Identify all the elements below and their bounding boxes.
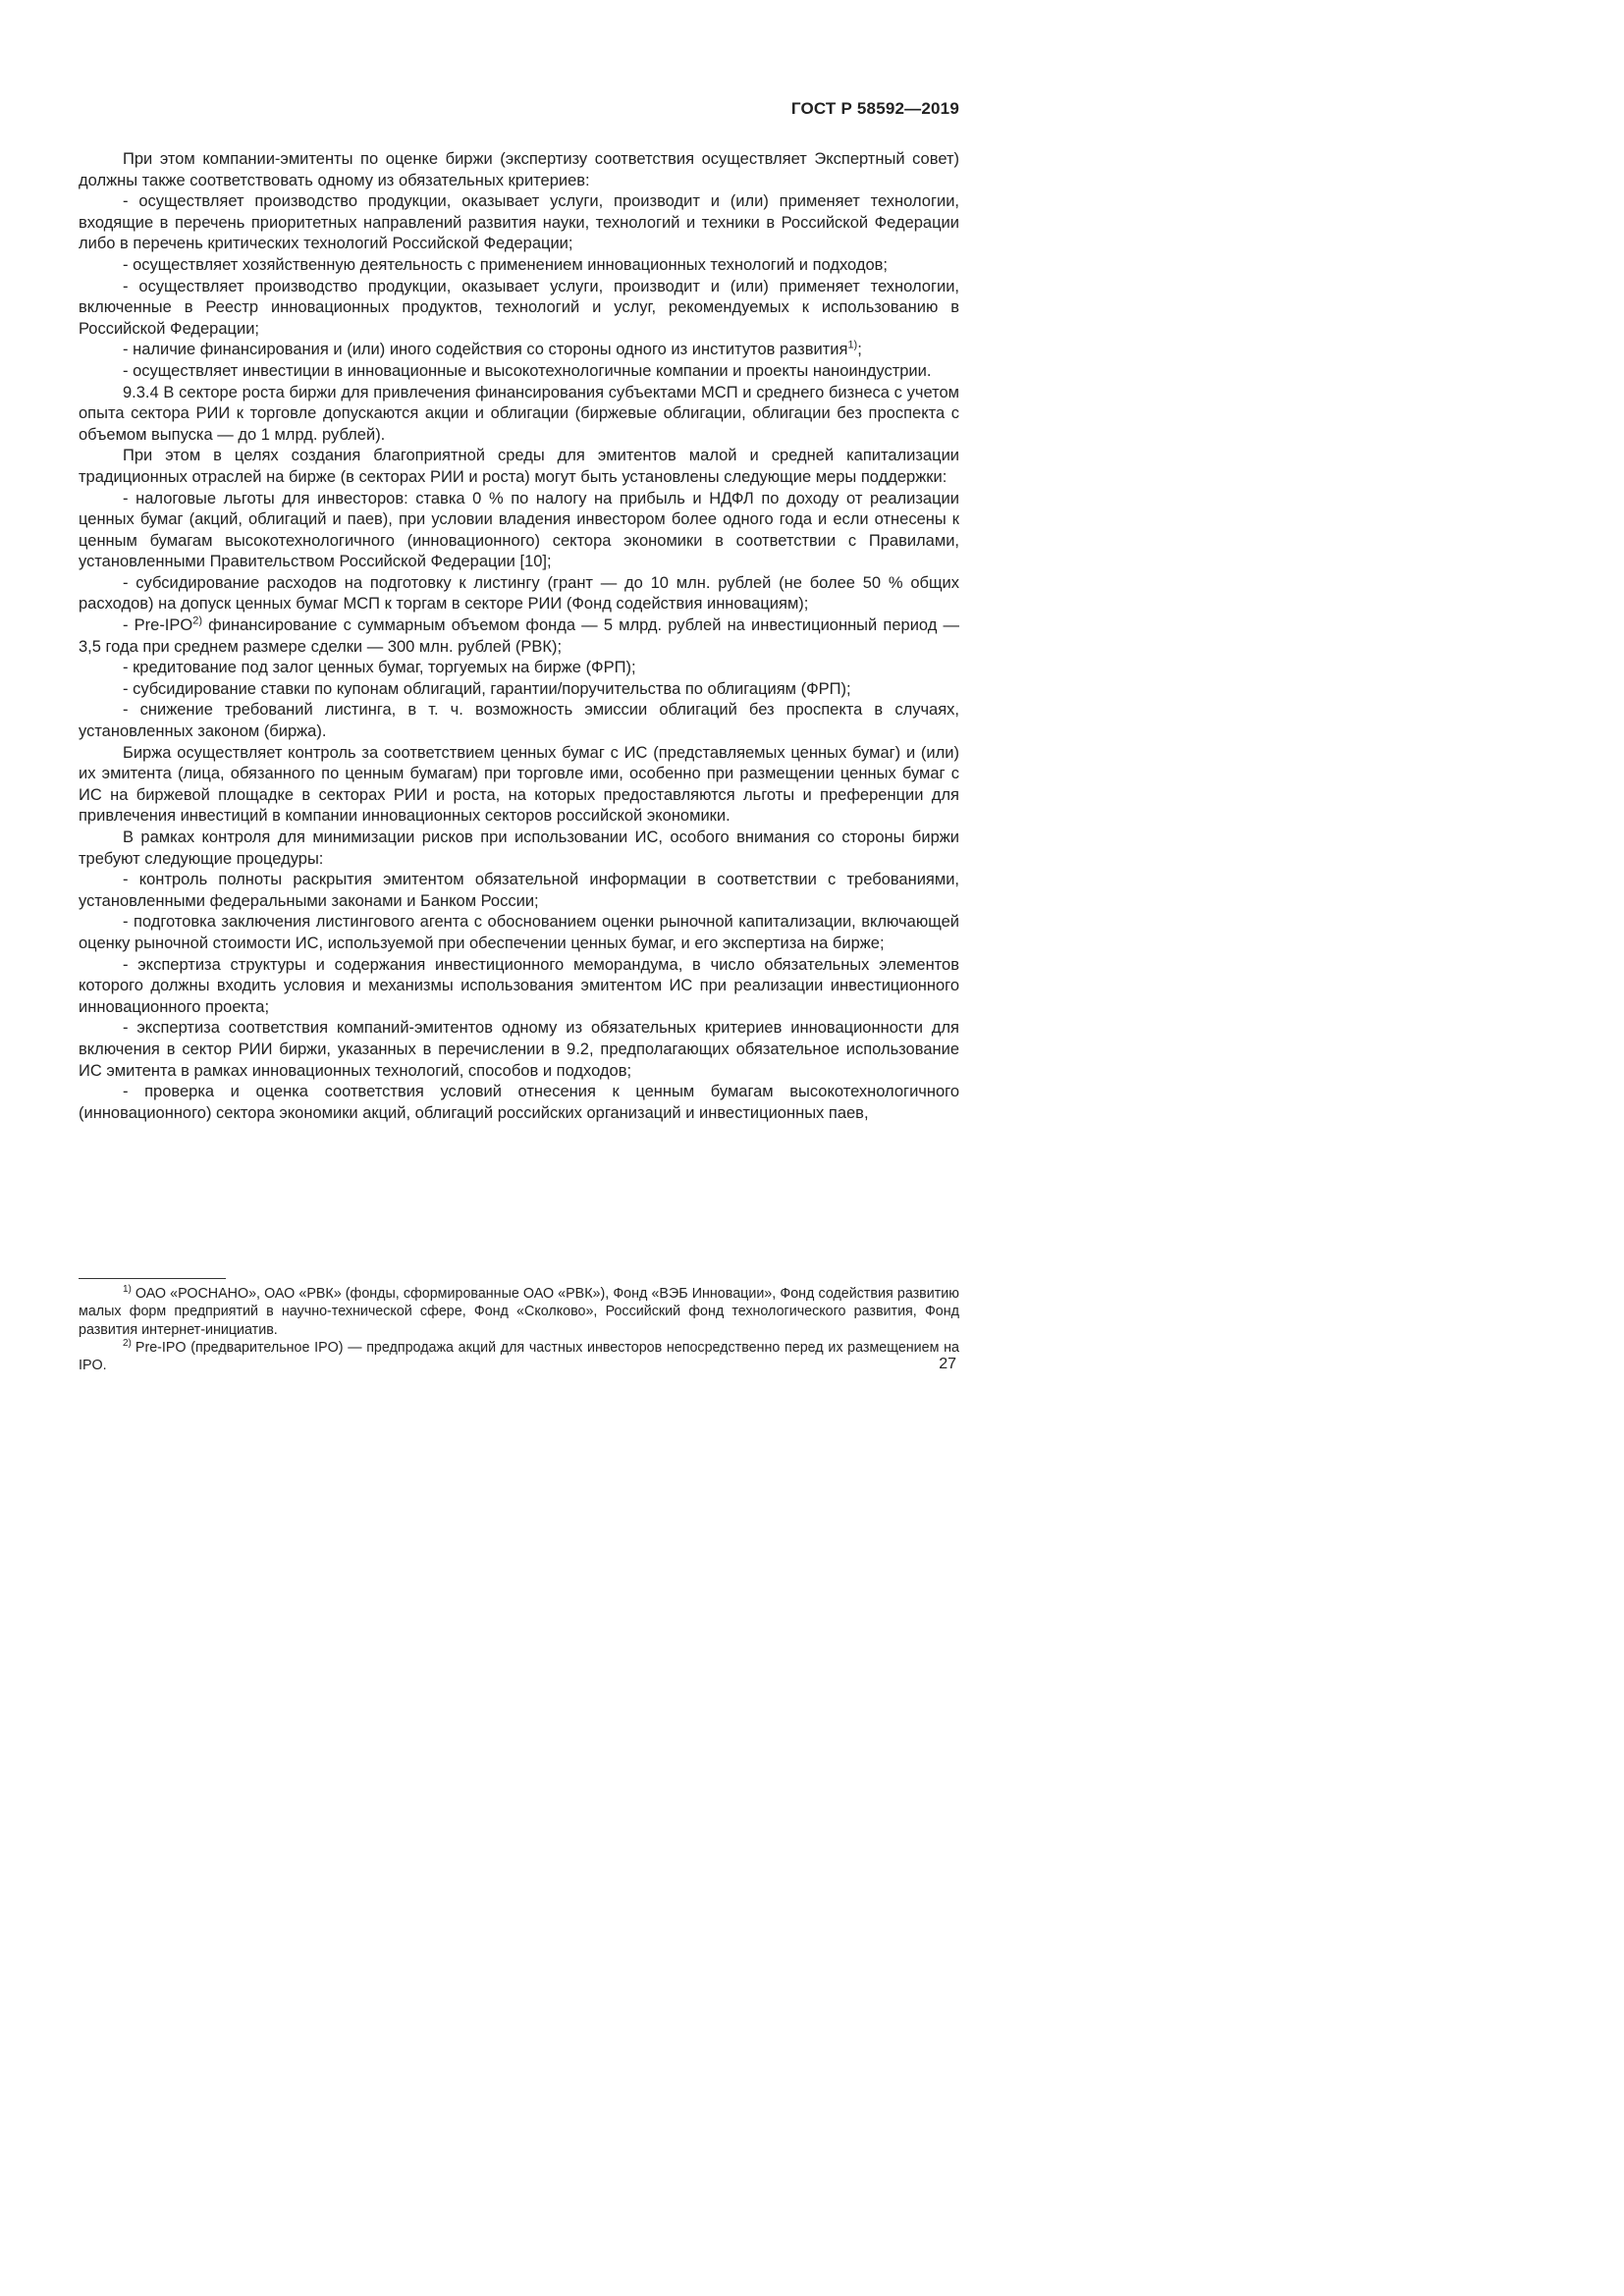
document-page bbox=[0, 0, 1083, 1531]
footnote-ref-2[interactable]: 2) bbox=[192, 614, 203, 627]
list-item: - экспертиза соответствия компаний-эмитентов одному из обязательных критериев инновационности для включения в сектор РИИ биржи, указанных в перечислении в 9.2, предполагающих обязательное использование ИС эмитента в рамках инновационных технологий, способов и подходов; bbox=[79, 1019, 959, 1080]
list-item-text: - Pre-IPO bbox=[123, 616, 193, 635]
footnote-text: Pre-IPO (предварительное IPO) — предпродажа акций для частных инвесторов непосредственно перед их размещением на IPO. bbox=[79, 1339, 959, 1374]
list-item: - осуществляет производство продукции, оказывает услуги, производит и (или) применяет технологии, входящие в перечень приоритетных направлений развития науки, технологий и техники в Российской Федерации либо в перечень критических технологий Российской Федерации; bbox=[79, 192, 959, 253]
list-item: - снижение требований листинга, в т. ч. возможность эмиссии облигаций без проспекта в случаях, установленных законом (биржа). bbox=[79, 701, 959, 741]
footnote-ref-1[interactable]: 1) bbox=[847, 339, 858, 351]
footnote-text: ОАО «РОСНАНО», ОАО «РВК» (фонды, сформированные ОАО «РВК»), Фонд «ВЭБ Инновации», Фонд содействия развитию малых форм предприятий в научно-технической сфере, Фонд «Сколково», Российский фонд технологического развития, Фонд развития интернет-инициатив. bbox=[79, 1286, 959, 1338]
footnote-marker: 1) bbox=[123, 1284, 132, 1296]
list-item-with-footnote bbox=[79, 340, 959, 361]
footnote-2 bbox=[79, 1339, 959, 1375]
list-item-with-footnote bbox=[79, 615, 959, 658]
document-code-header: ГОСТ Р 58592—2019 bbox=[790, 99, 959, 118]
clause-9-3-4: 9.3.4 В секторе роста биржи для привлечения финансирования субъектами МСП и среднего бизнеса с учетом опыта сектора РИИ к торговле допускаются акции и облигации (биржевые облигации, облигации без проспекта с объемом выпуска — до 1 млрд. рублей). bbox=[79, 383, 959, 444]
list-item: - осуществляет производство продукции, оказывает услуги, производит и (или) применяет технологии, включенные в Реестр инновационных продуктов, технологий и услуг, рекомендуемых к использованию в Российской Федерации; bbox=[79, 277, 959, 338]
page-number: 27 bbox=[939, 1356, 956, 1372]
list-item: - осуществляет хозяйственную деятельность с применением инновационных технологий и подходов; bbox=[123, 255, 888, 274]
footnote-separator bbox=[79, 1278, 226, 1279]
paragraph: При этом в целях создания благоприятной среды для эмитентов малой и средней капитализации традиционных отраслей на бирже (в секторах РИИ и роста) могут быть установлены следующие меры поддержки: bbox=[79, 447, 959, 486]
list-item: - осуществляет инвестиции в инновационные и высокотехнологичные компании и проекты наноиндустрии. bbox=[123, 361, 932, 380]
list-item: - кредитование под залог ценных бумаг, торгуемых на бирже (ФРП); bbox=[123, 659, 636, 677]
list-item: - налоговые льготы для инвесторов: ставка 0 % по налогу на прибыль и НДФЛ по доходу от реализации ценных бумаг (акций, облигаций и паев), при условии владения инвестором более одного года и если отнесены к ценным бумагам высокотехнологичного (инновационного) сектора экономики в соответствии с Правилами, установленными Правительством Российской Федерации [10]; bbox=[79, 489, 959, 571]
list-item: - контроль полноты раскрытия эмитентом обязательной информации в соответствии с требованиями, установленными федеральными законами и Банком России; bbox=[79, 871, 959, 910]
list-item-tail: финансирование с суммарным объемом фонда — 5 млрд. рублей на инвестиционный период — 3,5 года при среднем размере сделки — 300 млн. рублей (РВК); bbox=[79, 616, 959, 656]
list-item: - экспертиза структуры и содержания инвестиционного меморандума, в число обязательных элементов которого должны входить условия и механизмы использования эмитентом ИС при реализации инвестиционного инновационного проекта; bbox=[79, 955, 959, 1016]
footnote-marker: 2) bbox=[123, 1338, 132, 1350]
list-item: - проверка и оценка соответствия условий отнесения к ценным бумагам высокотехнологичного (инновационного) сектора экономики акций, облигаций российских организаций и инвестиционных паев, bbox=[79, 1083, 959, 1122]
list-item-text: - наличие финансирования и (или) иного содействия со стороны одного из институтов развития bbox=[123, 341, 848, 359]
list-item-tail: ; bbox=[857, 341, 862, 359]
footnote-1 bbox=[79, 1285, 959, 1339]
main-text bbox=[79, 149, 959, 1124]
paragraph: В рамках контроля для минимизации рисков при использовании ИС, особого внимания со стороны биржи требуют следующие процедуры: bbox=[79, 828, 959, 868]
paragraph: При этом компании-эмитенты по оценке биржи (экспертизу соответствия осуществляет Экспертный совет) должны также соответствовать одному из обязательных критериев: bbox=[79, 150, 959, 189]
footnotes bbox=[79, 1285, 959, 1374]
list-item: - субсидирование расходов на подготовку к листингу (грант — до 10 млн. рублей (не более 50 % общих расходов) на допуск ценных бумаг МСП к торгам в секторе РИИ (Фонд содействия инновациям); bbox=[79, 573, 959, 614]
paragraph: Биржа осуществляет контроль за соответствием ценных бумаг с ИС (представляемых ценных бумаг) и (или) их эмитента (лица, обязанного по ценным бумагам) при торговле ими, особенно при размещении ценных бумаг с ИС на биржевой площадке в секторах РИИ и роста, на которых предоставляются льготы и преференции для привлечения инвестиций в компании инновационных секторов российской экономики. bbox=[79, 743, 959, 826]
list-item: - субсидирование ставки по купонам облигаций, гарантии/поручительства по облигациям (ФРП); bbox=[123, 679, 851, 698]
list-item: - подготовка заключения листингового агента с обоснованием оценки рыночной капитализации, включающей оценку рыночной стоимости ИС, используемой при обеспечении ценных бумаг, и его экспертиза на бирже; bbox=[79, 913, 959, 952]
